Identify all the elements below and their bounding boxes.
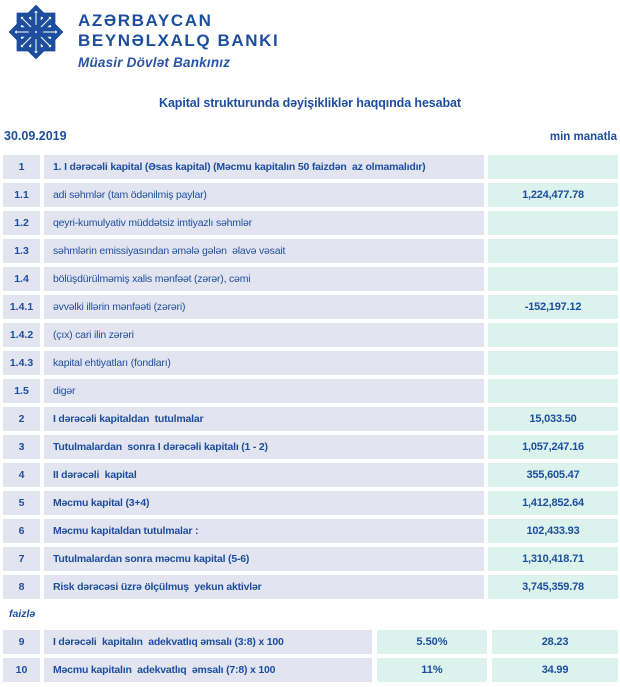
table-row [3, 575, 618, 599]
row-number-cell: 1.2 [3, 211, 40, 235]
row-value-cell [488, 211, 618, 235]
report-date: 30.09.2019 [4, 129, 67, 143]
row-value-cell: 102,433.93 [488, 519, 618, 543]
row-number-cell: 1.5 [3, 379, 40, 403]
section-note: faizlə [9, 607, 36, 620]
row-number-cell: 7 [3, 547, 40, 571]
row-label-cell: 1. I dərəcəli kapital (Əsas kapital) (Məcmu kapitalın 50 faizdən az olmamalıdır) [44, 155, 484, 179]
row-value-cell: 355,605.47 [488, 463, 618, 487]
row-label-cell: bölüşdürülməmiş xalis mənfəət (zərər), cəmi [44, 267, 484, 291]
table-row [3, 435, 618, 459]
row-value-cell [488, 351, 618, 375]
table-row [3, 407, 618, 431]
row-number-cell: 6 [3, 519, 40, 543]
bank-name [78, 11, 279, 51]
row-label-cell: Məcmu kapitaldan tutulmalar : [44, 519, 484, 543]
row-number-cell: 4 [3, 463, 40, 487]
row-number-cell: 9 [3, 630, 40, 654]
row-label-cell: Məcmu kapitalın adekvatlıq əmsalı (7:8) x 100 [44, 658, 372, 682]
table-row [3, 351, 618, 375]
row-number-cell: 1.3 [3, 239, 40, 263]
table-row [3, 463, 618, 487]
row-number-cell: 5 [3, 491, 40, 515]
row-value-cell: 15,033.50 [488, 407, 618, 431]
row-number-cell: 1.4 [3, 267, 40, 291]
row-number-cell: 1.4.3 [3, 351, 40, 375]
row-number-cell: 2 [3, 407, 40, 431]
row-number-cell: 1 [3, 155, 40, 179]
row-value-cell: 3,745,359.78 [488, 575, 618, 599]
table-row [3, 630, 618, 654]
row-label-cell: (çıx) cari ilin zərəri [44, 323, 484, 347]
row-label-cell: səhmlərin emissiyasından əmələ gələn əlavə vəsait [44, 239, 484, 263]
row-label-cell: digər [44, 379, 484, 403]
table-row [3, 547, 618, 571]
row-label-cell: II dərəcəli kapital [44, 463, 484, 487]
row-value-cell: 1,057,247.16 [488, 435, 618, 459]
row-value-cell: -152,197.12 [488, 295, 618, 319]
row-value-cell: 1,412,852.64 [488, 491, 618, 515]
row-number-cell: 10 [3, 658, 40, 682]
row-label-cell: əvvəlki illərin mənfəəti (zərəri) [44, 295, 484, 319]
row-percent-cell: 5.50% [377, 630, 487, 654]
table-row [3, 491, 618, 515]
table-row [3, 519, 618, 543]
row-value-cell: 34.99 [492, 658, 618, 682]
bank-logo-icon [6, 2, 66, 62]
bank-name-line1: AZƏRBAYCAN [78, 11, 213, 30]
row-label-cell: kapital ehtiyatları (fondları) [44, 351, 484, 375]
table-row [3, 295, 618, 319]
row-percent-cell: 11% [377, 658, 487, 682]
row-value-cell [488, 155, 618, 179]
row-label-cell: qeyri-kumulyativ müddətsiz imtiyazlı səhmlər [44, 211, 484, 235]
table-row [3, 658, 618, 682]
row-value-cell [488, 267, 618, 291]
row-number-cell: 8 [3, 575, 40, 599]
bank-name-line2: BEYNƏLXALQ BANKI [78, 31, 280, 50]
table-row [3, 267, 618, 291]
report-header [0, 0, 620, 155]
table-row [3, 155, 618, 179]
row-value-cell [488, 239, 618, 263]
capital-table [0, 155, 620, 682]
row-value-cell [488, 379, 618, 403]
row-value-cell: 1,310,418.71 [488, 547, 618, 571]
date-row [0, 129, 620, 143]
row-value-cell: 1,224,477.78 [488, 183, 618, 207]
bank-tagline: Müasir Dövlət Bankınız [78, 55, 231, 70]
row-value-cell [488, 323, 618, 347]
row-label-cell: adi səhmlər (tam ödənilmiş paylar) [44, 183, 484, 207]
table-row [3, 183, 618, 207]
unit-label: min manatla [549, 131, 617, 143]
row-label-cell: Tutulmalardan sonra məcmu kapital (5-6) [44, 547, 484, 571]
row-number-cell: 3 [3, 435, 40, 459]
report-title: Kapital strukturunda dəyişikliklər haqqında hesabat [159, 96, 461, 110]
row-label-cell: Məcmu kapital (3+4) [44, 491, 484, 515]
table-row [3, 211, 618, 235]
row-label-cell: Risk dərəcəsi üzrə ölçülmuş yekun aktivlər [44, 575, 484, 599]
table-row [3, 323, 618, 347]
row-value-cell: 28.23 [492, 630, 618, 654]
row-label-cell: Tutulmalardan sonra I dərəcəli kapitalı (1 - 2) [44, 435, 484, 459]
row-number-cell: 1.1 [3, 183, 40, 207]
table-row [3, 379, 618, 403]
table-row [3, 239, 618, 263]
row-label-cell: I dərəcəli kapitalın adekvatlıq əmsalı (3:8) x 100 [44, 630, 372, 654]
row-label-cell: I dərəcəli kapitaldan tutulmalar [44, 407, 484, 431]
row-number-cell: 1.4.2 [3, 323, 40, 347]
row-number-cell: 1.4.1 [3, 295, 40, 319]
